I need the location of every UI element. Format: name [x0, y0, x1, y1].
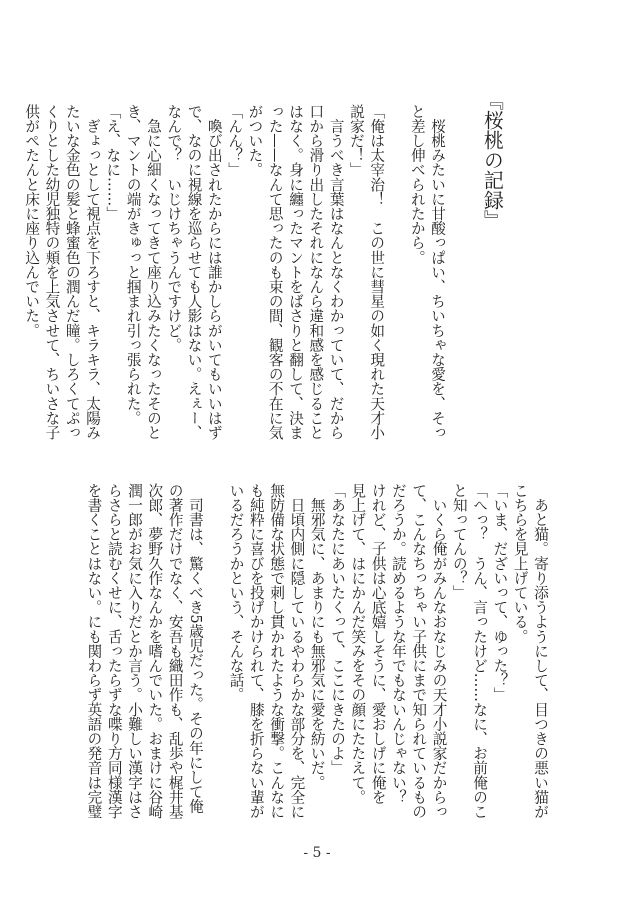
- text-line: を書くことはない。にも関わらず英語の発音は完璧: [85, 483, 103, 819]
- text-line: くりとした幼児独特の頬を上気させて、ちいさな子: [43, 104, 61, 440]
- text-line: いくら俺がみんなおなじみの天才小説家だからっ: [430, 483, 448, 819]
- text-line: 次郎、夢野久作なんかを嗜んでいた。おまけに谷崎: [146, 483, 164, 819]
- text-line: 無防備な状態で刺し貫かれたような衝撃。こんなに: [268, 483, 286, 819]
- text-line: った——なんて思ったのも束の間、観客の不在に気: [266, 104, 284, 440]
- text-line: なんで？ いじけちゃうんですけど。: [165, 104, 183, 353]
- text-line: と差し伸べられたから。: [408, 104, 426, 265]
- text-line: だろうか。読めるような年でもないんじゃない？: [389, 483, 407, 805]
- text-line: 言うべき言葉はなんとなくわかっていて、だから: [327, 104, 345, 440]
- text-line: 急に心細くなってきて座り込みたくなったそのと: [144, 104, 162, 440]
- text-line: 「んん？」: [226, 104, 244, 177]
- text-line: 「いま、だざいって、ゆった？」: [491, 483, 509, 702]
- text-line: あと猫。寄り添うようにして、目つきの悪い猫が: [532, 483, 549, 819]
- text-line: 日頃内側に隠しているやわらかな部分を、完全に: [288, 483, 306, 819]
- text-line: 説家だ！」: [347, 104, 365, 177]
- lower-text-block: [83, 483, 550, 828]
- text-line: 「へっ？ うん、言ったけど……なに、お前俺のこ: [471, 483, 489, 819]
- text-line: 桜桃みたいに甘酸っぱい、ちいちゃな愛を、そっ: [429, 104, 447, 440]
- text-line: 見上げて、はにかんだ笑みをその顔にたたえて。: [349, 483, 367, 805]
- text-line: けれど、子供は心底嬉しそうに、愛おしげに俺を: [369, 483, 387, 805]
- text-line: はなく。身に纏ったマントをばさりと翻して、決ま: [287, 104, 305, 440]
- text-line: の著作だけでなく、安吾も織田作も、乱歩や梶井基: [166, 483, 184, 819]
- text-line: 喚び出されたからには誰かしらがいてもいいはず: [205, 104, 223, 440]
- text-line: こちらを見上げている。: [511, 483, 529, 644]
- story-title: 『桜桃の記録』: [480, 90, 505, 230]
- text-line: 供がぺたんと床に座り込んでいた。: [23, 104, 41, 338]
- text-line: も純粋に喜びを投げかけられて、膝を折らない輩が: [247, 483, 265, 819]
- text-line: らさらと読むくせに、舌ったらずな喋り方同様漢字: [105, 483, 123, 819]
- text-line: 司書は、驚くべき5歳児だった。その年にして俺: [186, 483, 204, 814]
- text-line: 潤一郎がお気に入りだとか言う。小難しい漢字はさ: [126, 483, 144, 819]
- upper-text-block: [21, 90, 546, 449]
- text-line: て、こんなちっちゃい子供にまで知られているもの: [410, 483, 428, 819]
- text-line: たいな金色の髪と蜂蜜色の潤んだ瞳。しろくてぷっ: [63, 104, 81, 440]
- text-line: で、なのに視線を巡らせても人影はない。えぇー、: [185, 104, 203, 440]
- text-line: ぎょっとして視点を下ろすと、キラキラ、太陽み: [84, 104, 102, 440]
- text-line: 「あなたにあいたくって、ここにきたのよ」: [329, 483, 347, 775]
- text-line: いるだろうかという、そんな話。: [227, 483, 245, 702]
- text-line: 無邪気に、あまりにも無邪気に愛を紡いだ。: [308, 483, 326, 790]
- text-line: 「俺は太宰治！ この世に彗星の如く現れた天才小: [368, 104, 386, 440]
- text-line: 口から滑り出したそれになんら違和感を感じること: [307, 104, 325, 440]
- text-line: と知ってんの？」: [450, 483, 468, 600]
- text-line: がついた。: [246, 104, 264, 177]
- text-line: 「え、なに……」: [104, 104, 122, 221]
- text-line: き、マントの端がきゅっと掴まれ引っ張られた。: [124, 104, 142, 426]
- text-line: [386, 104, 406, 449]
- page-number: - 5 -: [303, 845, 331, 861]
- text-line: [205, 483, 225, 828]
